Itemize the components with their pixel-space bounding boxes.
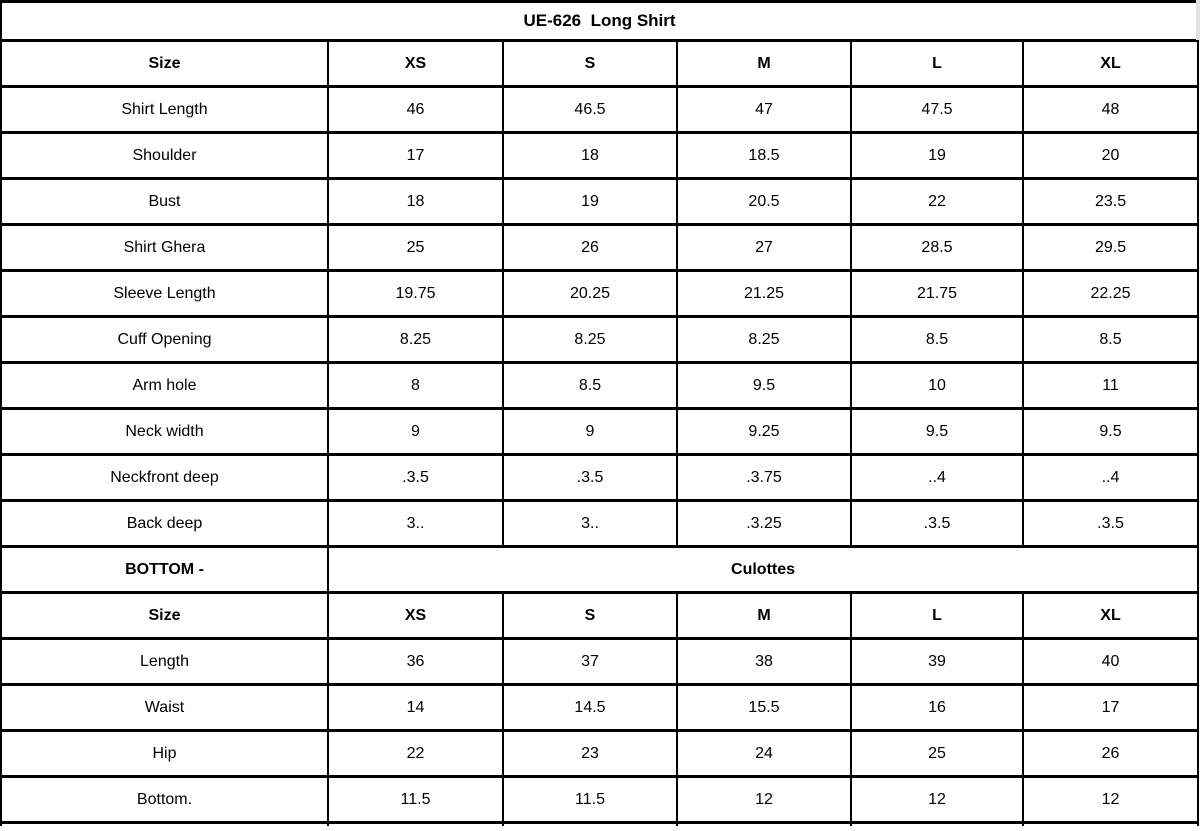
cell-value: 26 [503, 225, 677, 271]
row-label: Bottom. [1, 777, 328, 823]
row-label: Hip [1, 731, 328, 777]
cell-value: 39 [851, 639, 1023, 685]
cell-value: 11.5 [328, 777, 503, 823]
table-row-shirt-ghera [1, 225, 1198, 271]
header-col-l: L [851, 41, 1023, 87]
cell-value: 9.5 [1023, 409, 1198, 455]
cell-value: 21.25 [677, 271, 851, 317]
cell-value: .3.5 [503, 455, 677, 501]
cell-value: 23 [503, 731, 677, 777]
cell-value: 22 [328, 731, 503, 777]
cell-value: 37 [503, 639, 677, 685]
cell-value: 47 [677, 87, 851, 133]
header-col-m: M [677, 41, 851, 87]
cell-value: 46 [328, 87, 503, 133]
cell-value: 22 [851, 179, 1023, 225]
shirt-header-row [1, 41, 1198, 87]
cell-value: 17 [1023, 685, 1198, 731]
row-label: Neck width [1, 409, 328, 455]
header-col-l: L [851, 593, 1023, 639]
row-label: Arm hole [1, 363, 328, 409]
cell-value: 8 [328, 363, 503, 409]
table-row-shoulder [1, 133, 1198, 179]
cell-value: 3.. [328, 501, 503, 547]
cell-value: .3.25 [677, 501, 851, 547]
cell-value: 29.5 [1023, 225, 1198, 271]
cell-value: 27 [677, 225, 851, 271]
cell-value: 11.5 [503, 777, 677, 823]
table-title-row [1, 2, 1198, 41]
table-row-neck-width [1, 409, 1198, 455]
cell-empty [503, 823, 677, 827]
row-label: Shoulder [1, 133, 328, 179]
row-label: Shirt Length [1, 87, 328, 133]
table-title: UE-626 Long Shirt [1, 2, 1198, 41]
cell-value: ..4 [1023, 455, 1198, 501]
cell-value: 9.5 [677, 363, 851, 409]
cell-value: 8.25 [328, 317, 503, 363]
cell-empty [851, 823, 1023, 827]
cell-value: 23.5 [1023, 179, 1198, 225]
header-col-xs: XS [328, 593, 503, 639]
cell-value: 46.5 [503, 87, 677, 133]
cell-value: 18 [503, 133, 677, 179]
cell-value: 12 [1023, 777, 1198, 823]
row-label: Cuff Opening [1, 317, 328, 363]
table-row-bottom [1, 777, 1198, 823]
cell-value: 9 [328, 409, 503, 455]
cell-value: 20 [1023, 133, 1198, 179]
cell-value: 8.5 [1023, 317, 1198, 363]
row-label: Bust [1, 179, 328, 225]
header-col-xs: XS [328, 41, 503, 87]
cell-value: 17 [328, 133, 503, 179]
cell-value: 9.5 [851, 409, 1023, 455]
cell-value: 26 [1023, 731, 1198, 777]
table-row-waist [1, 685, 1198, 731]
table-row-length [1, 639, 1198, 685]
cell-value: 25 [851, 731, 1023, 777]
cell-value: 14 [328, 685, 503, 731]
cell-value: 9 [503, 409, 677, 455]
bottom-header-row [1, 593, 1198, 639]
cell-empty [1, 823, 328, 827]
header-size-label: Size [1, 41, 328, 87]
table-row-neckfront-deep [1, 455, 1198, 501]
cell-value: .3.5 [851, 501, 1023, 547]
table-row-back-deep [1, 501, 1198, 547]
cell-value: 24 [677, 731, 851, 777]
cell-value: .3.75 [677, 455, 851, 501]
row-label: Back deep [1, 501, 328, 547]
cell-value: 20.25 [503, 271, 677, 317]
cell-value: 47.5 [851, 87, 1023, 133]
row-label: Shirt Ghera [1, 225, 328, 271]
cell-empty [1023, 823, 1198, 827]
cell-value: 36 [328, 639, 503, 685]
cell-value: 48 [1023, 87, 1198, 133]
bottom-garment-name: Culottes [328, 547, 1198, 593]
cell-value: 25 [328, 225, 503, 271]
header-col-s: S [503, 41, 677, 87]
cell-value: 21.75 [851, 271, 1023, 317]
table-row-cuff-opening [1, 317, 1198, 363]
cell-value: 18 [328, 179, 503, 225]
cell-value: 15.5 [677, 685, 851, 731]
header-col-xl: XL [1023, 593, 1198, 639]
header-col-xl: XL [1023, 41, 1198, 87]
header-size-label: Size [1, 593, 328, 639]
bottom-section-label: BOTTOM - [1, 547, 328, 593]
cell-value: 8.5 [503, 363, 677, 409]
cell-value: 8.25 [503, 317, 677, 363]
table-row-arm-hole [1, 363, 1198, 409]
table-row-sleeve-length [1, 271, 1198, 317]
cell-empty [677, 823, 851, 827]
cell-value: .3.5 [1023, 501, 1198, 547]
cell-value: 3.. [503, 501, 677, 547]
cell-value: 19 [851, 133, 1023, 179]
cell-value: 9.25 [677, 409, 851, 455]
cell-value: 28.5 [851, 225, 1023, 271]
row-label: Waist [1, 685, 328, 731]
cell-empty [328, 823, 503, 827]
row-label: Sleeve Length [1, 271, 328, 317]
cell-value: 38 [677, 639, 851, 685]
cell-value: 16 [851, 685, 1023, 731]
table-row-bust [1, 179, 1198, 225]
cell-value: 40 [1023, 639, 1198, 685]
cell-value: 12 [677, 777, 851, 823]
header-col-m: M [677, 593, 851, 639]
header-col-s: S [503, 593, 677, 639]
cell-value: 18.5 [677, 133, 851, 179]
cell-value: 8.25 [677, 317, 851, 363]
screenshot-edge-artifact [1196, 0, 1200, 40]
row-label: Length [1, 639, 328, 685]
cell-value: 19.75 [328, 271, 503, 317]
table-row-shirt-length [1, 87, 1198, 133]
cell-value: 22.25 [1023, 271, 1198, 317]
cell-value: 11 [1023, 363, 1198, 409]
row-label: Neckfront deep [1, 455, 328, 501]
cell-value: 20.5 [677, 179, 851, 225]
cell-value: 19 [503, 179, 677, 225]
cell-value: 12 [851, 777, 1023, 823]
bottom-section-row [1, 547, 1198, 593]
table-row-hip [1, 731, 1198, 777]
cell-value: .3.5 [328, 455, 503, 501]
cell-value: 10 [851, 363, 1023, 409]
clipped-partial-row [1, 823, 1198, 827]
cell-value: 14.5 [503, 685, 677, 731]
cell-value: ..4 [851, 455, 1023, 501]
cell-value: 8.5 [851, 317, 1023, 363]
